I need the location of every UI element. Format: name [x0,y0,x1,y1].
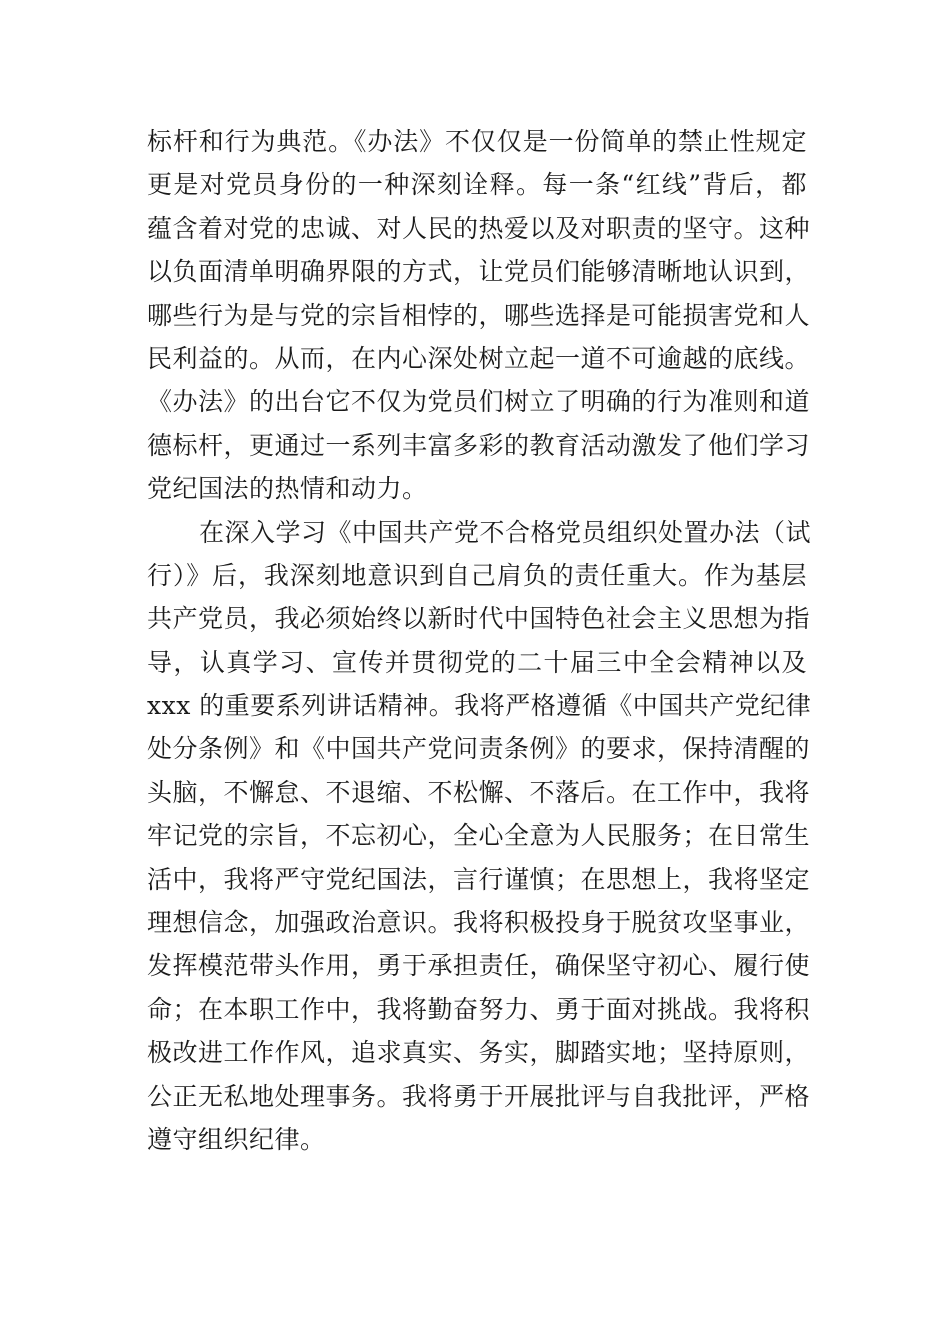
text-line: 处分条例》和《中国共产党问责条例》的要求，保持清醒的 [147,734,811,764]
text-line: 极改进工作作风，追求真实、务实，脚踏实地；坚持原则， [147,1038,811,1068]
text-line: 命；在本职工作中，我将勤奋努力、勇于面对挑战。我将积 [147,994,811,1024]
text-line: 标杆和行为典范。《办法》不仅仅是一份简单的禁止性规定 [147,127,807,156]
text-line: 发挥模范带头作用，勇于承担责任，确保坚守初心、履行使 [147,951,811,981]
text-line: 民利益的。从而，在内心深处树立起一道不可逾越的底线。 [147,343,811,373]
text-line: 行）》后，我深刻地意识到自己肩负的责任重大。作为基层 [147,560,807,590]
text-line: 理想信念，加强政治意识。我将积极投身于脱贫攻坚事业， [147,908,811,938]
text-line: 《办法》的出台它不仅为党员们树立了明确的行为准则和道 [147,387,811,417]
text-line: 更是对党员身份的一种深刻诠释。每一条“红线”背后，都 [147,170,807,200]
text-line: 德标杆，更通过一系列丰富多彩的教育活动激发了他们学习 [147,430,811,460]
text-line: 遵守组织纪律。 [147,1124,326,1154]
text-line: 公正无私地处理事务。我将勇于开展批评与自我批评，严格 [147,1081,811,1111]
paragraph-1 [147,120,811,511]
text-line: 哪些行为是与党的宗旨相悖的，哪些选择是可能损害党和人 [147,300,811,330]
text-line: 党纪国法的热情和动力。 [147,474,428,504]
text-line: 牢记党的宗旨，不忘初心，全心全意为人民服务；在日常生 [147,821,811,851]
paragraph-2 [147,511,812,1162]
text-line: 共产党员，我必须始终以新时代中国特色社会主义思想为指 [147,604,811,634]
text-line: 活中，我将严守党纪国法，言行谨慎；在思想上，我将坚定 [147,864,811,894]
document-body [147,120,812,1161]
text-line: 导，认真学习、宣传并贯彻党的二十届三中全会精神以及 [147,647,807,677]
text-line: 在深入学习《中国共产党不合格党员组织处置办法（试 [199,517,812,547]
text-line: 头脑，不懈怠、不退缩、不松懈、不落后。在工作中，我将 [147,777,811,807]
text-line: xxx 的重要系列讲话精神。我将严格遵循《中国共产党纪律 [147,691,812,721]
text-line: 蕴含着对党的忠诚、对人民的热爱以及对职责的坚守。这种 [147,213,811,243]
text-line: 以负面清单明确界限的方式，让党员们能够清晰地认识到， [147,257,811,287]
